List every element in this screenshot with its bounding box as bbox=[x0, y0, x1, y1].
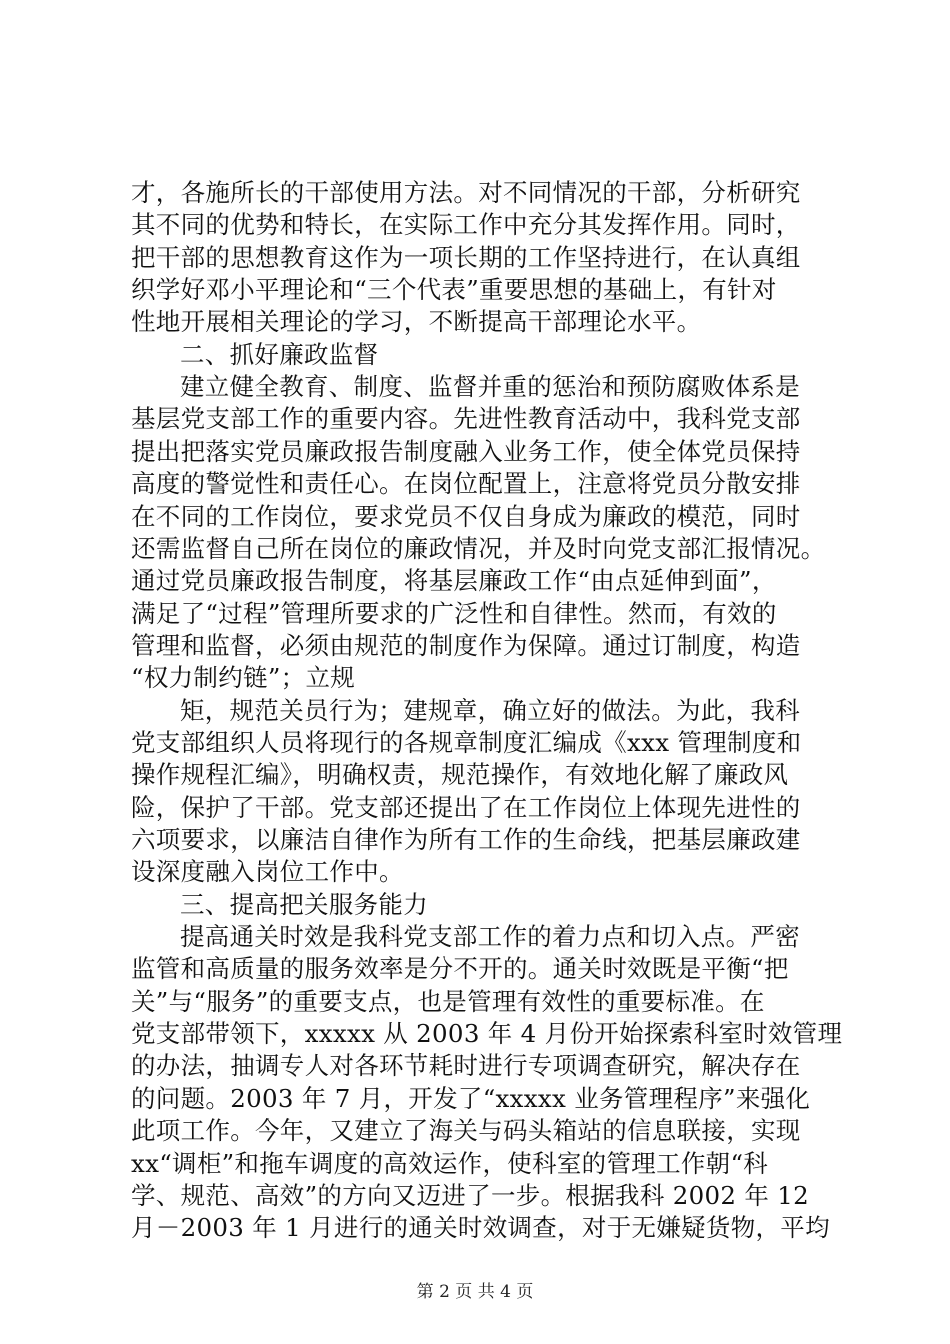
text-line: 的办法，抽调专人对各环节耗时进行专项调查研究，解决存在 bbox=[131, 1051, 801, 1081]
text-line: 才，各施所长的干部使用方法。对不同情况的干部，分析研究 bbox=[131, 178, 801, 207]
text-line: 此项工作。今年，又建立了海关与码头箱站的信息联接，实现 bbox=[131, 1116, 801, 1146]
text-line: 提出把落实党员廉政报告制度融入业务工作，使全体党员保持 bbox=[131, 436, 801, 466]
text-line: 其不同的优势和特长，在实际工作中充分其发挥作用。同时， bbox=[131, 210, 801, 240]
text-line: 党支部带领下，xxxxx 从 2003 年 4 月份开始探索科室时效管理 bbox=[131, 1019, 843, 1049]
text-line: 关”与“服务”的重要支点，也是管理有效性的重要标准。在 bbox=[131, 986, 765, 1016]
text-line: 监管和高质量的服务效率是分不开的。通关时效既是平衡“把 bbox=[131, 954, 789, 984]
text-line: 险，保护了干部。党支部还提出了在工作岗位上体现先进性的 bbox=[131, 792, 801, 822]
text-line: 六项要求，以廉洁自律作为所有工作的生命线，把基层廉政建 bbox=[131, 825, 801, 854]
text-line: 建立健全教育、制度、监督并重的惩治和预防腐败体系是 bbox=[180, 372, 800, 402]
text-line: 织学好邓小平理论和“三个代表”重要思想的基础上，有针对 bbox=[131, 275, 777, 305]
text-line: “权力制约链”；立规 bbox=[131, 663, 356, 693]
text-line: 高度的警觉性和责任心。在岗位配置上，注意将党员分散安排 bbox=[131, 469, 801, 499]
text-line: 二、抓好廉政监督 bbox=[180, 339, 379, 369]
text-line: 设深度融入岗位工作中。 bbox=[131, 857, 404, 887]
text-line: 的问题。2003 年 7 月，开发了“xxxxx 业务管理程序”来强化 bbox=[131, 1083, 811, 1113]
text-line: 月－2003 年 1 月进行的通关时效调查，对于无嫌疑货物，平均 bbox=[131, 1213, 830, 1243]
text-line: 在不同的工作岗位，要求党员不仅自身成为廉政的模范，同时 bbox=[131, 501, 801, 531]
text-line: 性地开展相关理论的学习，不断提高干部理论水平。 bbox=[131, 307, 702, 337]
text-line: 满足了“过程”管理所要求的广泛性和自律性。然而，有效的 bbox=[131, 598, 777, 628]
text-line: 三、提高把关服务能力 bbox=[180, 889, 428, 919]
text-line: 矩，规范关员行为；建规章，确立好的做法。为此，我科 bbox=[180, 695, 800, 725]
text-line: 还需监督自己所在岗位的廉政情况，并及时向党支部汇报情况。 bbox=[131, 533, 826, 563]
text-line: 学、规范、高效”的方向又迈进了一步。根据我科 2002 年 12 bbox=[131, 1180, 810, 1210]
text-line: 管理和监督，必须由规范的制度作为保障。通过订制度，构造 bbox=[131, 630, 801, 660]
page-footer: 第 2 页 共 4 页 bbox=[416, 1282, 534, 1302]
text-line: 基层党支部工作的重要内容。先进性教育活动中，我科党支部 bbox=[131, 404, 801, 434]
text-line: 把干部的思想教育这作为一项长期的工作坚持进行，在认真组 bbox=[131, 242, 801, 272]
text-line: 党支部组织人员将现行的各规章制度汇编成《xxx 管理制度和 bbox=[131, 727, 802, 757]
text-line: 操作规程汇编》，明确权责，规范操作，有效地化解了廉政风 bbox=[131, 760, 789, 790]
text-line: xx“调柜”和拖车调度的高效运作，使科室的管理工作朝“科 bbox=[131, 1148, 769, 1178]
text-line: 通过党员廉政报告制度，将基层廉政工作“由点延伸到面”， bbox=[131, 566, 777, 596]
text-line: 提高通关时效是我科党支部工作的着力点和切入点。严密 bbox=[180, 922, 800, 952]
